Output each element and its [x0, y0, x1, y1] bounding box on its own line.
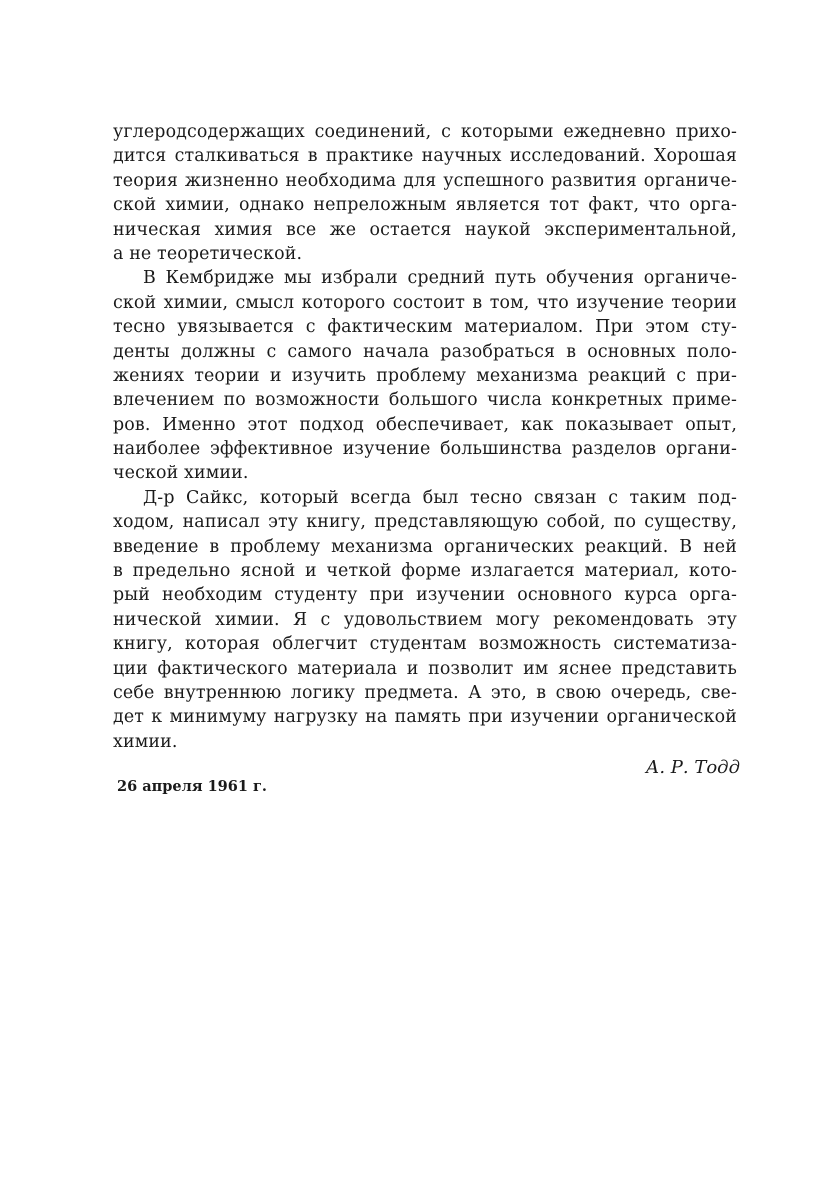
text-line: В Кембридже мы избрали средний путь обучения органиче- — [143, 268, 737, 289]
text-line: химии. — [113, 731, 178, 752]
text-line: нической химии. Я с удовольствием могу рекомендовать эту — [113, 609, 737, 630]
text-line: себе внутреннюю логику предмета. А это, в свою очередь, све- — [113, 682, 737, 703]
paragraph — [113, 486, 737, 754]
text-line: ходом, написал эту книгу, представляющую собой, по существу, — [113, 512, 737, 533]
foreword-date: 26 апреля 1961 г. — [117, 778, 267, 795]
text-line: наиболее эффективное изучение большинства разделов органи- — [113, 439, 737, 460]
text-line: в предельно ясной и четкой форме излагается материал, кото- — [113, 561, 737, 582]
text-line: книгу, которая облегчит студентам возможность систематиза- — [113, 634, 737, 655]
text-line: введение в проблему механизма органических реакций. В ней — [113, 536, 737, 557]
text-line: углеродсодержащих соединений, с которыми ежедневно прихо- — [113, 122, 737, 142]
text-line: влечением по возможности большого числа конкретных приме- — [113, 390, 737, 411]
author-signature: А. Р. Тодд — [645, 757, 740, 778]
text-line: рый необходим студенту при изучении основного курса орга- — [113, 585, 737, 606]
text-line: ской химии, смысл которого состоит в том, что изучение теории — [113, 292, 737, 313]
foreword-text — [113, 120, 737, 754]
text-line: тесно увязывается с фактическим материалом. При этом сту- — [113, 317, 737, 338]
text-line: ческой химии. — [113, 463, 249, 484]
text-line: ции фактического материала и позволит им яснее представить — [113, 658, 737, 679]
text-line: жениях теории и изучить проблему механизма реакций с при- — [113, 365, 737, 386]
text-line: дет к минимуму нагрузку на память при изучении органической — [113, 707, 737, 728]
paragraph — [113, 120, 737, 266]
text-line: денты должны с самого начала разобраться в основных поло- — [113, 341, 737, 362]
text-line: ров. Именно этот подход обеспечивает, как показывает опыт, — [113, 414, 737, 435]
paragraph — [113, 266, 737, 486]
text-line: а не теоретической. — [113, 243, 303, 264]
text-line: дится сталкиваться в практике научных исследований. Хорошая — [113, 146, 737, 167]
text-line: ническая химия все же остается наукой экспериментальной, — [113, 219, 737, 240]
text-line: теория жизненно необходима для успешного развития органиче- — [113, 170, 737, 191]
text-line: Д-р Сайкс, который всегда был тесно связан с таким под- — [143, 487, 737, 508]
text-line: ской химии, однако непреложным является тот факт, что орга- — [113, 195, 737, 216]
